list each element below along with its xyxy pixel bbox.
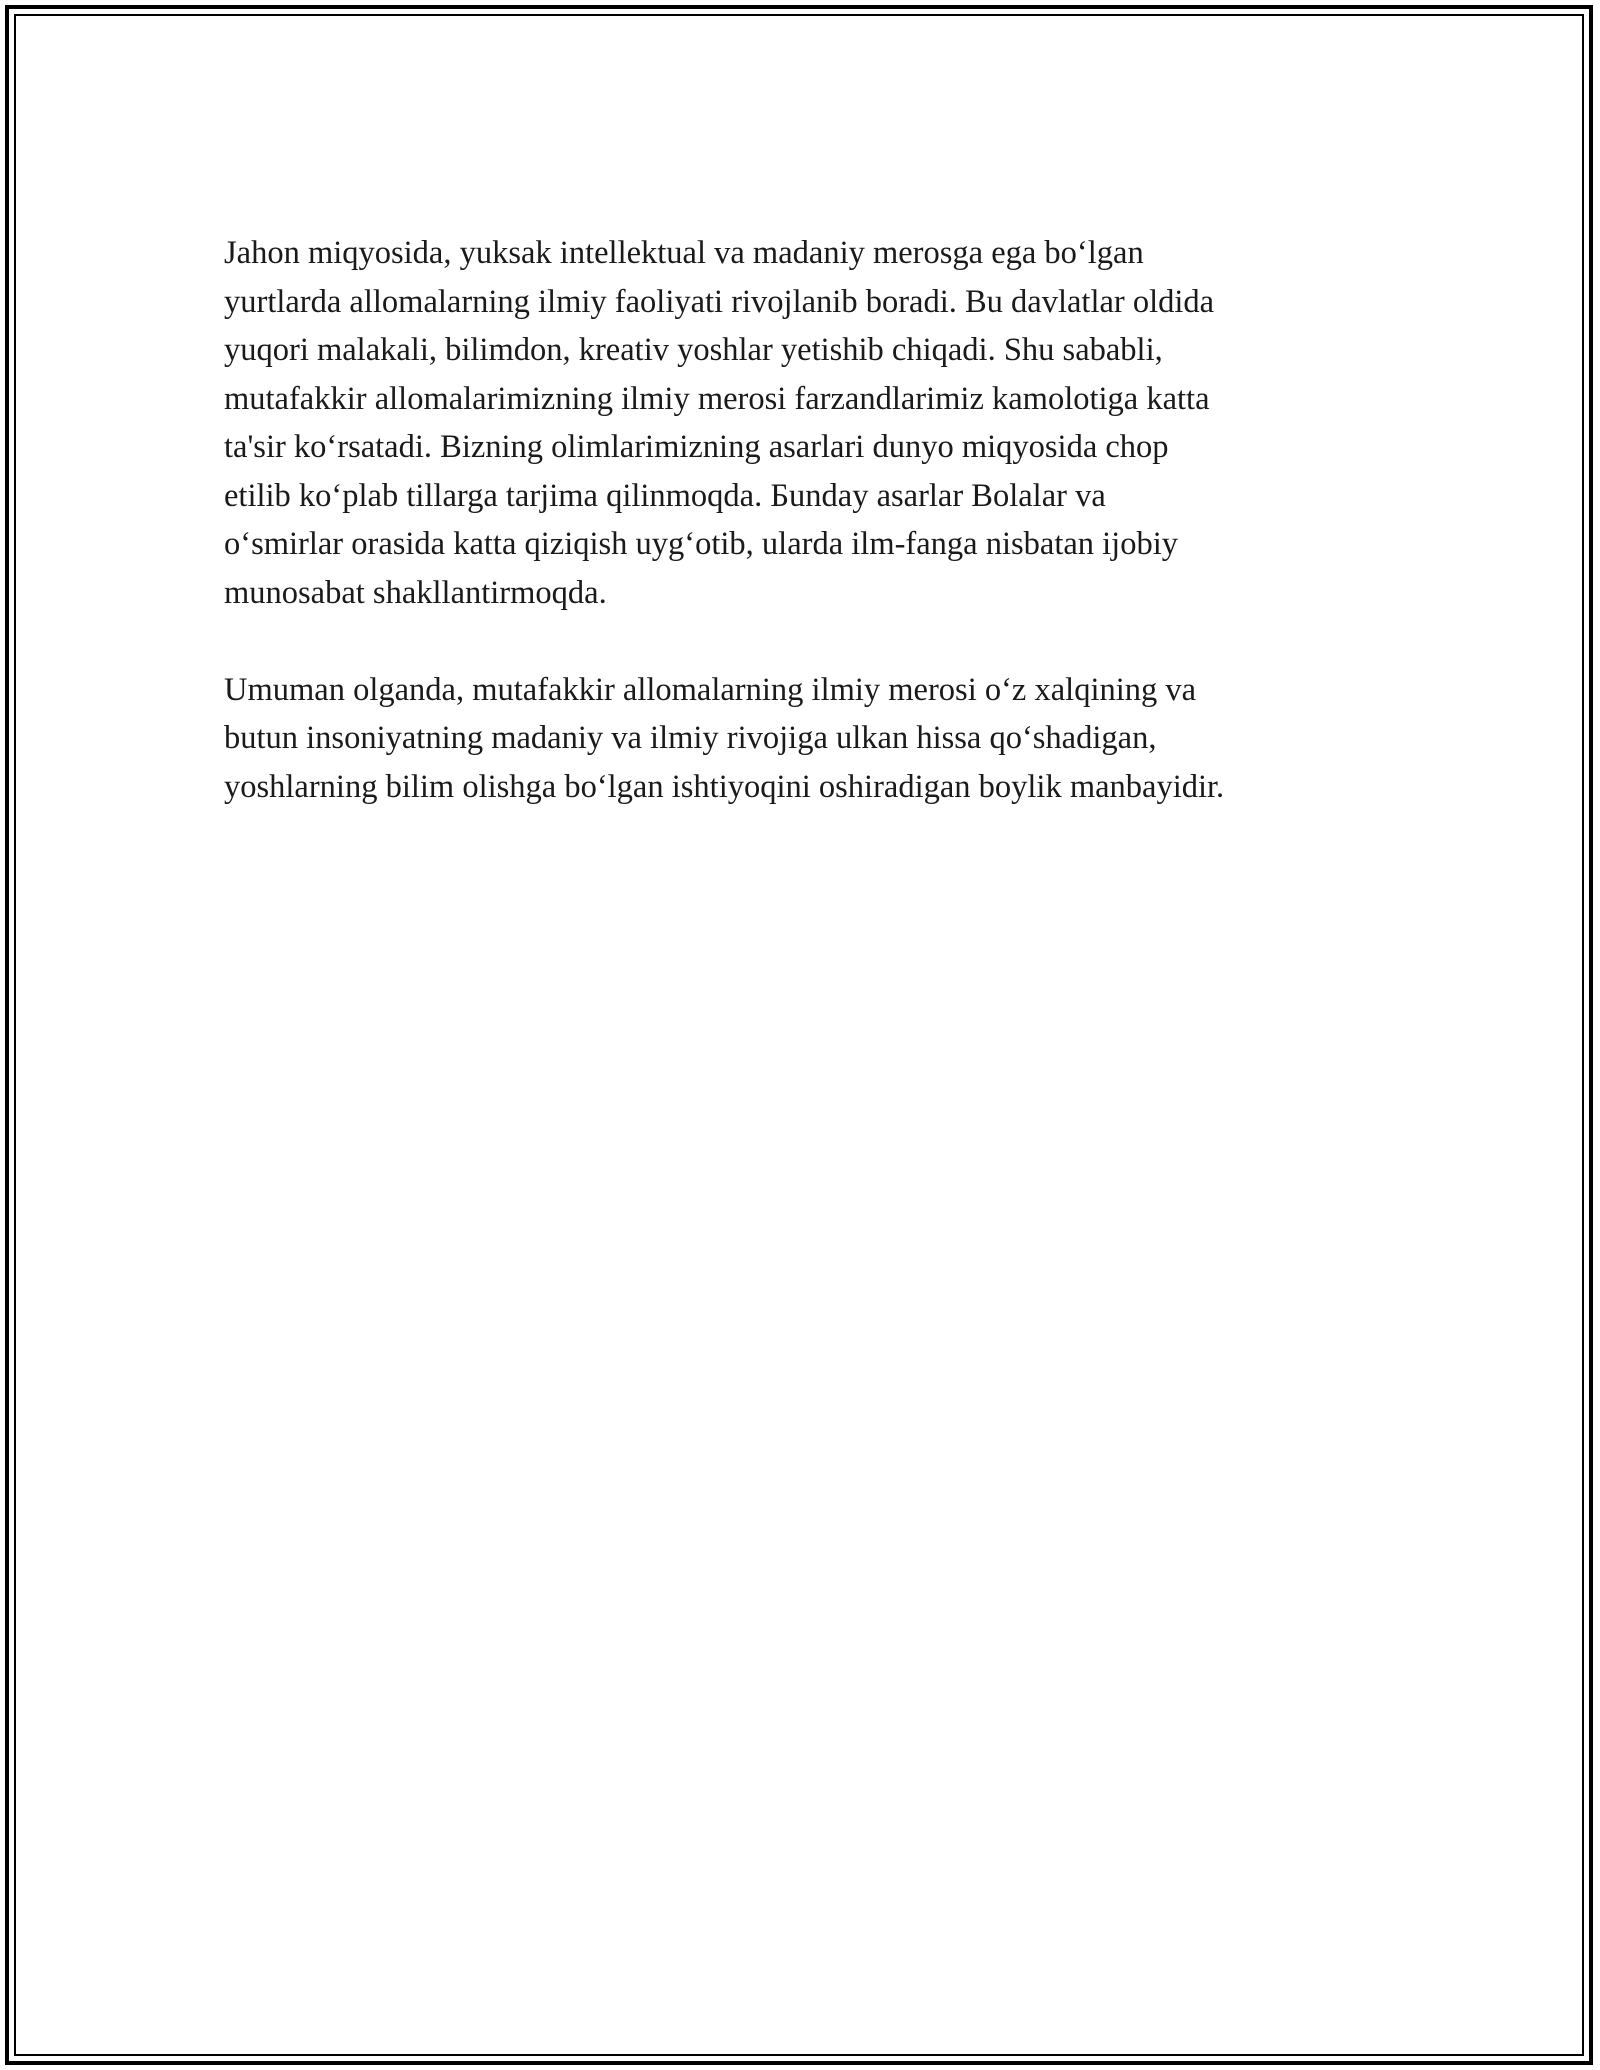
paragraph-line: yurtlarda allomalarning ilmiy faoliyati rivojlanib boradi. Bu davlatlar oldida [224, 283, 1215, 320]
paragraph-1 [224, 229, 1384, 617]
paragraph-line: yuqori malakali, bilimdon, kreativ yoshlar yetishib chiqadi. Shu sababli, [224, 332, 1163, 368]
paragraph-line: Jahon miqyosida, yuksak intellektual va madaniy merosga ega bo‘lgan [224, 235, 1144, 271]
paragraph-line: yoshlarning bilim olishga bo‘lgan ishtiyoqini oshiradigan boylik manbayidir. [224, 768, 1225, 805]
document-body [224, 229, 1384, 811]
paragraph-line: ta'sir ko‘rsatadi. Bizning olimlarimizning asarlari dunyo miqyosida chop [224, 429, 1169, 465]
paragraph-line: mutafakkir allomalarimizning ilmiy merosi farzandlarimiz kamolotiga katta [224, 380, 1210, 417]
paragraph-line: Umuman olganda, mutafakkir allomalarning ilmiy merosi o‘z xalqining va [224, 671, 1197, 708]
paragraph-line: butun insoniyatning madaniy va ilmiy rivojiga ulkan hissa qo‘shadigan, [224, 720, 1157, 756]
paragraph-line: etilib ko‘plab tillarga tarjima qilinmoqda. Бunday asarlar Bolalar va [224, 477, 1106, 514]
paragraph-2 [224, 666, 1384, 812]
paragraph-line: munosabat shakllantirmoqda. [224, 574, 607, 611]
paragraph-line: o‘smirlar orasida katta qiziqish uyg‘otib, ularda ilm-fanga nisbatan ijobiy [224, 526, 1178, 562]
